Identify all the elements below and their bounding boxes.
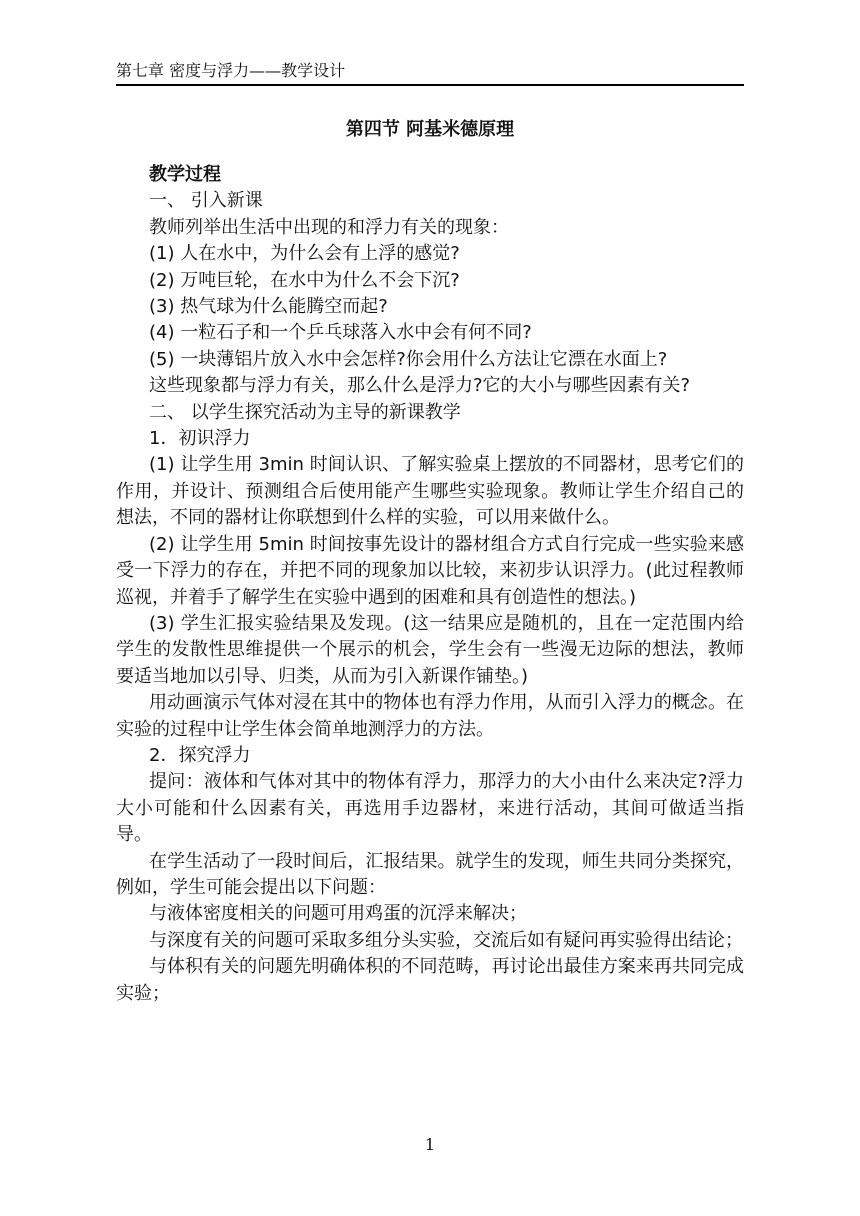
paragraph: 在学生活动了一段时间后，汇报结果。就学生的发现，师生共同分类探究，例如，学生可能会提出以下问题： — [116, 850, 744, 898]
running-header: 第七章 密度与浮力——教学设计 — [116, 58, 744, 86]
question-item: (1) 人在水中，为什么会有上浮的感觉? — [149, 243, 460, 265]
section-heading: 教学过程 — [149, 164, 221, 185]
paragraph: 用动画演示气体对浸在其中的物体也有浮力作用，从而引入浮力的概念。在实验的过程中让学生体会简单地测浮力的方法。 — [116, 692, 744, 740]
paragraph: 与体积有关的问题先明确体积的不同范畴，再讨论出最佳方案来再共同完成实验； — [116, 956, 744, 1004]
question-item: (2) 万吨巨轮，在水中为什么不会下沉? — [149, 269, 460, 291]
document-body — [116, 162, 744, 1007]
activity-item: (1) 让学生用 3min 时间认识、了解实验桌上摆放的不同器材，思考它们的作用，并设计、预测组合后使用能产生哪些实验现象。教师让学生介绍自己的想法，不同的器材让你联想到什么样的实验，可以用来做什么。 — [116, 454, 744, 529]
paragraph: 教师列举出生活中出现的和浮力有关的现象： — [149, 216, 509, 238]
question-item: (4) 一粒石子和一个乒乓球落入水中会有何不同? — [149, 322, 532, 344]
section-title: 第四节 阿基米德原理 — [345, 119, 515, 140]
activity-item: (2) 让学生用 5min 时间按事先设计的器材组合方式自行完成一些实验来感受一下浮力的存在，并把不同的现象加以比较，来初步认识浮力。(此过程教师巡视，并着手了解学生在实验中遇到的困难和具有创造性的想法。) — [116, 533, 744, 608]
subheading-first-look: 1．初识浮力 — [149, 428, 251, 450]
question-item: (5) 一块薄铝片放入水中会怎样?你会用什么方法让它漂在水面上? — [149, 348, 668, 370]
paragraph: 与液体密度相关的问题可用鸡蛋的沉浮来解决； — [149, 903, 527, 925]
question-item: (3) 热气球为什么能腾空而起? — [149, 296, 388, 318]
activity-item: (3) 学生汇报实验结果及发现。(这一结果应是随机的，且在一定范围内给学生的发散性思维提供一个展示的机会，学生会有一些漫无边际的想法，教师要适当地加以引导、归类，从而为引入新课作铺垫。) — [116, 612, 744, 687]
paragraph: 提问：液体和气体对其中的物体有浮力，那浮力的大小由什么来决定?浮力大小可能和什么因素有关，再选用手边器材，来进行活动，其间可做适当指导。 — [116, 771, 744, 846]
paragraph: 这些现象都与浮力有关，那么什么是浮力?它的大小与哪些因素有关? — [149, 375, 691, 397]
subheading-inquiry: 二、 以学生探究活动为主导的新课教学 — [149, 401, 461, 423]
page-number: 1 — [424, 1135, 436, 1154]
subheading-explore: 2．探究浮力 — [149, 744, 251, 766]
subheading-introduction: 一、 引入新课 — [149, 190, 263, 212]
paragraph: 与深度有关的问题可采取多组分头实验，交流后如有疑问再实验得出结论； — [149, 929, 743, 951]
